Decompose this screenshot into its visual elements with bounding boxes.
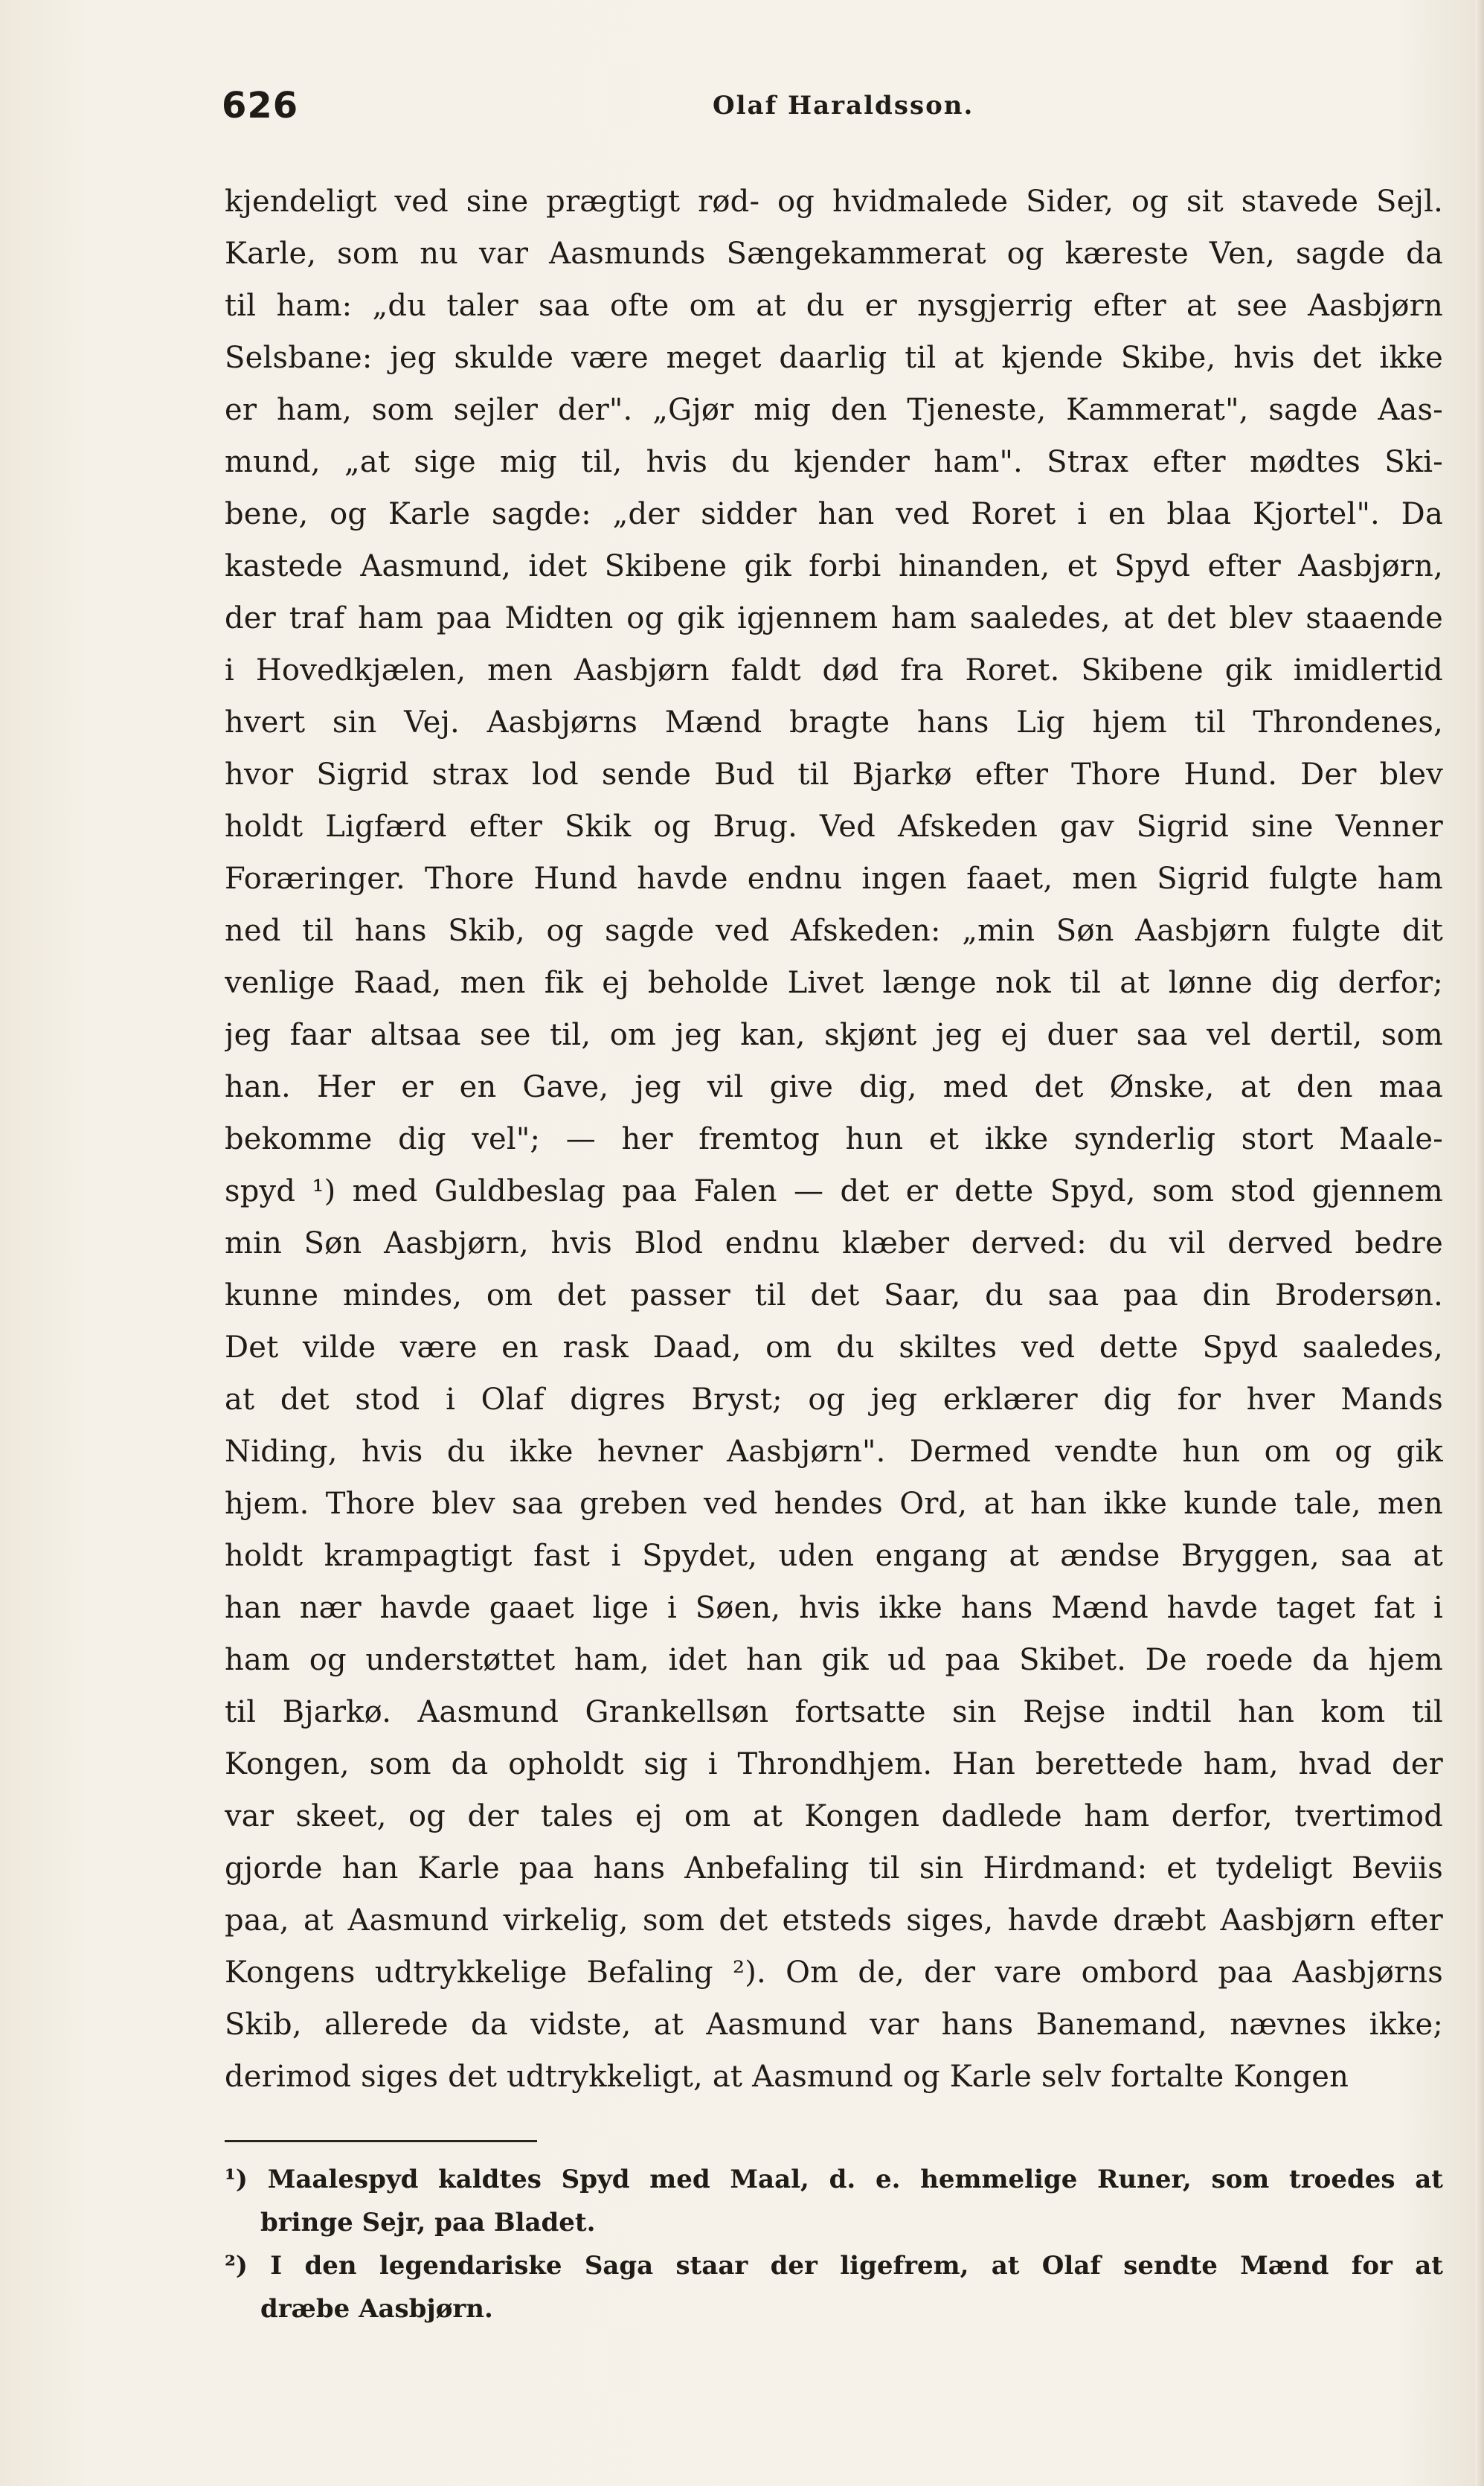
- text-line: Karle, som nu var Aasmunds Sængekammerat og kæreste Ven, sagde da: [225, 237, 1443, 271]
- text-line: venlige Raad, men fik ej beholde Livet længe nok til at lønne dig derfor;: [225, 966, 1443, 1000]
- text-line: ham og understøttet ham, idet han gik ud paa Skibet. De roede da hjem: [225, 1643, 1443, 1677]
- text-line: derimod siges det udtrykkeligt, at Aasmund og Karle selv fortalte Kongen: [225, 2060, 1349, 2094]
- text-line: mund, „at sige mig til, hvis du kjender ham". Strax efter mødtes Ski-: [225, 445, 1443, 479]
- text-line: Kongens udtrykkelige Befaling ²). Om de, der vare ombord paa Aasbjørns: [225, 1955, 1443, 1990]
- text-line: til Bjarkø. Aasmund Grankellsøn fortsatte sin Rejse indtil han kom til: [225, 1695, 1443, 1729]
- footnote-divider: [225, 2140, 537, 2142]
- text-line: til ham: „du taler saa ofte om at du er nysgjerrig efter at see Aasbjørn: [225, 289, 1443, 323]
- text-line: kunne mindes, om det passer til det Saar, du saa paa din Brodersøn.: [225, 1278, 1443, 1313]
- text-line: Foræringer. Thore Hund havde endnu ingen faaet, men Sigrid fulgte ham: [225, 862, 1443, 896]
- text-line: var skeet, og der tales ej om at Kongen dadlede ham derfor, tvertimod: [225, 1799, 1443, 1833]
- text-line: spyd ¹) med Guldbeslag paa Falen — det er dette Spyd, som stod gjennem: [225, 1174, 1443, 1208]
- text-line: kastede Aasmund, idet Skibene gik forbi hinanden, et Spyd efter Aasbjørn,: [225, 549, 1443, 583]
- text-line: paa, at Aasmund virkelig, som det etsteds siges, havde dræbt Aasbjørn efter: [225, 1903, 1443, 1938]
- text-line: jeg faar altsaa see til, om jeg kan, skjønt jeg ej duer saa vel dertil, som: [225, 1018, 1443, 1052]
- text-line: i Hovedkjælen, men Aasbjørn faldt død fra Roret. Skibene gik imidlertid: [225, 653, 1443, 688]
- text-line: holdt krampagtigt fast i Spydet, uden engang at ændse Bryggen, saa at: [225, 1539, 1443, 1573]
- footnote-1: [225, 2158, 1443, 2244]
- page-header: [222, 82, 1442, 129]
- text-line: er ham, som sejler der". „Gjør mig den Tjeneste, Kammerat", sagde Aas-: [225, 393, 1443, 427]
- text-line: Det vilde være en rask Daad, om du skiltes ved dette Spyd saaledes,: [225, 1330, 1443, 1365]
- footnotes: [225, 2158, 1443, 2330]
- text-line: Skib, allerede da vidste, at Aasmund var hans Banemand, nævnes ikke;: [225, 2008, 1443, 2042]
- text-line: Kongen, som da opholdt sig i Throndhjem. Han berettede ham, hvad der: [225, 1747, 1443, 1781]
- text-line: at det stod i Olaf digres Bryst; og jeg erklærer dig for hver Mands: [225, 1383, 1443, 1417]
- footnote-line: dræbe Aasbjørn.: [260, 2294, 493, 2324]
- text-line: han nær havde gaaet lige i Søen, hvis ikke hans Mænd havde taget fat i: [225, 1591, 1443, 1625]
- footnote-line: ²) I den legendariske Saga staar der ligefrem, at Olaf sendte Mænd for at: [225, 2251, 1443, 2281]
- footnote-line: bringe Sejr, paa Bladet.: [260, 2208, 596, 2237]
- footnote-line: ¹) Maalespyd kaldtes Spyd med Maal, d. e. hemmelige Runer, som troedes at: [225, 2165, 1443, 2194]
- text-line: bene, og Karle sagde: „der sidder han ved Roret i en blaa Kjortel". Da: [225, 497, 1443, 531]
- text-line: gjorde han Karle paa hans Anbefaling til sin Hirdmand: et tydeligt Beviis: [225, 1851, 1443, 1886]
- text-line: der traf ham paa Midten og gik igjennem ham saaledes, at det blev staaende: [225, 601, 1443, 635]
- text-line: Niding, hvis du ikke hevner Aasbjørn". Dermed vendte hun om og gik: [225, 1435, 1443, 1469]
- text-line: ned til hans Skib, og sagde ved Afskeden: „min Søn Aasbjørn fulgte dit: [225, 914, 1443, 948]
- text-line: kjendeligt ved sine prægtigt rød- og hvidmalede Sider, og sit stavede Sejl.: [225, 185, 1443, 219]
- text-line: hvert sin Vej. Aasbjørns Mænd bragte hans Lig hjem til Throndenes,: [225, 705, 1443, 740]
- running-title: Olaf Haraldsson.: [713, 91, 974, 121]
- text-line: hvor Sigrid strax lod sende Bud til Bjarkø efter Thore Hund. Der blev: [225, 757, 1443, 792]
- page-number: 626: [222, 85, 299, 126]
- text-line: hjem. Thore blev saa greben ved hendes Ord, at han ikke kunde tale, men: [225, 1487, 1443, 1521]
- text-line: Selsbane: jeg skulde være meget daarlig til at kjende Skibe, hvis det ikke: [225, 341, 1443, 375]
- text-line: holdt Ligfærd efter Skik og Brug. Ved Afskeden gav Sigrid sine Venner: [225, 810, 1443, 844]
- text-line: bekomme dig vel"; — her fremtog hun et ikke synderlig stort Maale-: [225, 1122, 1443, 1156]
- main-text-block: [225, 176, 1443, 2103]
- text-line: min Søn Aasbjørn, hvis Blod endnu klæber derved: du vil derved bedre: [225, 1226, 1443, 1260]
- text-line: han. Her er en Gave, jeg vil give dig, med det Ønske, at den maa: [225, 1070, 1443, 1104]
- footnote-2: [225, 2244, 1443, 2330]
- page-edge: [1475, 0, 1484, 2486]
